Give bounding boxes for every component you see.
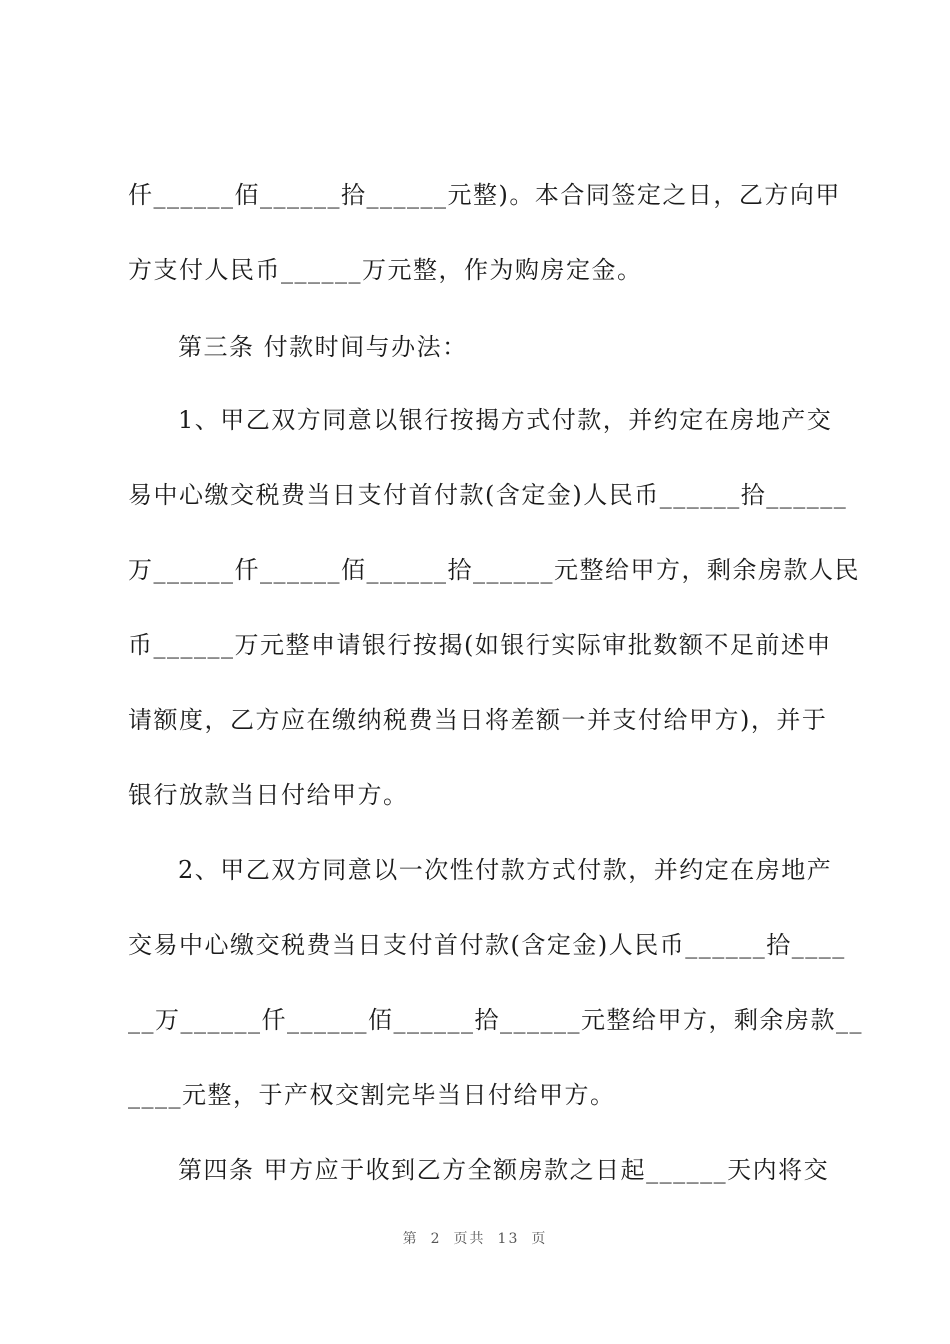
text-line-7: 币______万元整申请银行按揭(如银行实际审批数额不足前述申 xyxy=(128,631,832,659)
footer-current-page: 2 xyxy=(430,1231,442,1247)
article-3-heading: 第三条 付款时间与办法： xyxy=(178,333,468,361)
text-line-10: 2、甲乙双方同意以一次性付款方式付款，并约定在房地产 xyxy=(178,856,833,884)
text-line-13: ____元整，于产权交割完毕当日付给甲方。 xyxy=(128,1081,616,1109)
footer-total-pages: 13 xyxy=(497,1231,520,1247)
text-line-2: 方支付人民币______万元整，作为购房定金。 xyxy=(128,256,643,284)
footer-suffix: 页 xyxy=(531,1231,548,1247)
text-line-4: 1、甲乙双方同意以银行按揭方式付款，并约定在房地产交 xyxy=(178,406,833,434)
text-line-11: 交易中心缴交税费当日支付首付款(含定金)人民币______拾____ xyxy=(128,931,846,959)
footer-prefix: 第 xyxy=(402,1231,419,1247)
text-line-9: 银行放款当日付给甲方。 xyxy=(128,781,409,809)
text-line-1: 仟______佰______拾______元整)。本合同签定之日，乙方向甲 xyxy=(128,181,841,209)
text-line-5: 易中心缴交税费当日支付首付款(含定金)人民币______拾______ xyxy=(128,481,848,509)
text-line-12: __万______仟______佰______拾______元整给甲方，剩余房款__ xyxy=(128,1006,863,1034)
text-line-6: 万______仟______佰______拾______元整给甲方，剩余房款人民 xyxy=(128,556,860,584)
article-4-line: 第四条 甲方应于收到乙方全额房款之日起______天内将交 xyxy=(178,1156,830,1184)
page-number-footer xyxy=(0,1228,950,1248)
text-line-8: 请额度，乙方应在缴纳税费当日将差额一并支付给甲方)，并于 xyxy=(128,706,828,734)
footer-middle: 页共 xyxy=(453,1231,486,1247)
